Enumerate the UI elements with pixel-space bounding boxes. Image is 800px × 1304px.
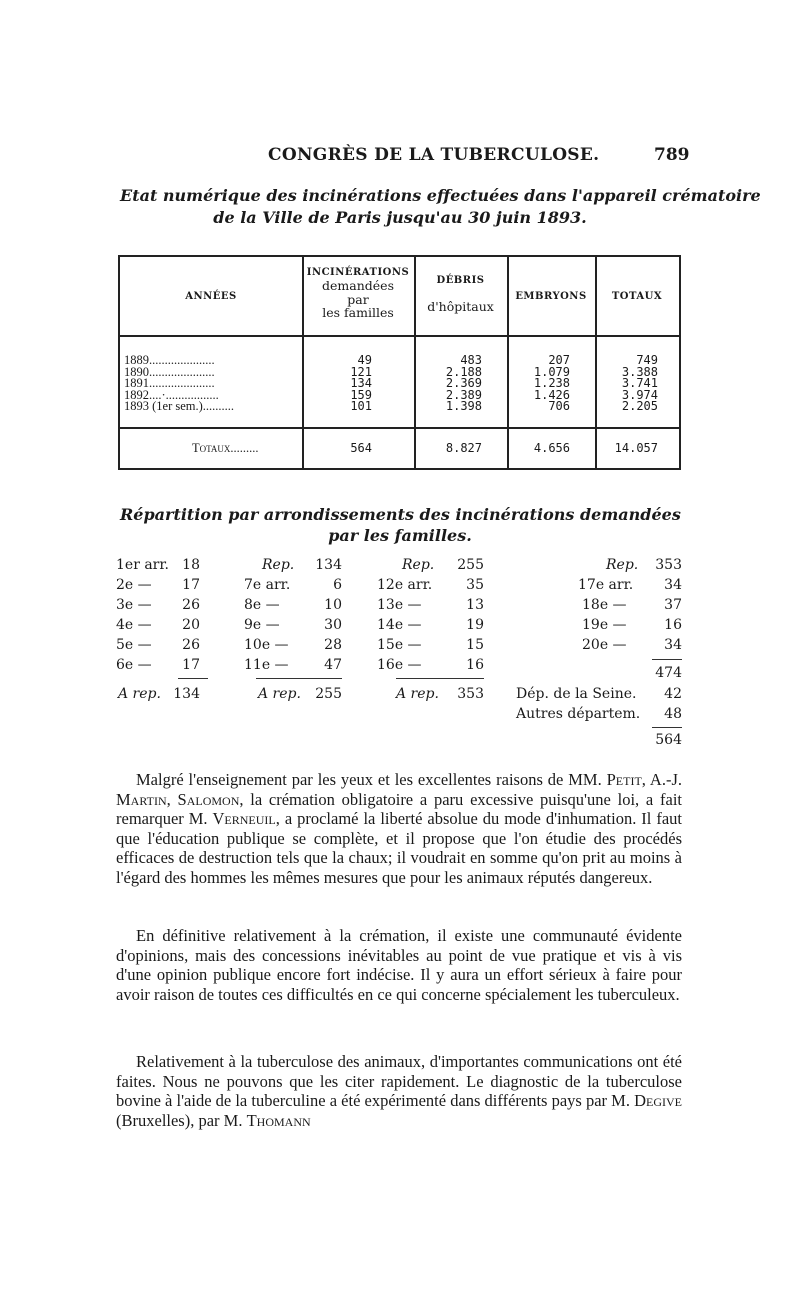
arr-label: 2e — [116,577,152,593]
carry-label: A rep. [258,686,301,702]
report-value: 255 [457,557,484,573]
row-incin: 49 [357,353,372,367]
arr-value: 28 [324,637,342,653]
arr-label: 9e — [244,617,280,633]
arr-value: 34 [664,577,682,593]
arr-label: 13e — [377,597,422,613]
arr-label: 6e — [116,657,152,673]
header-incin-line2: par [347,292,369,307]
running-head: CONGRÈS DE LA TUBERCULOSE. [268,145,600,165]
row-totaux: 749 [636,353,658,367]
arr-value: 17 [182,657,200,673]
header-embryons: EMBRYONS [515,291,587,302]
arr-value: 34 [664,637,682,653]
row-debris: 483 [460,353,482,367]
arr-value: 37 [664,597,682,613]
header-incin-line3: les familles [322,305,394,320]
report-value: 353 [655,557,682,573]
page-number: 789 [654,145,690,165]
arr-label: 7e arr. [244,577,291,593]
carry-label: A rep. [118,686,161,702]
row-embryons: 1.238 [533,376,570,390]
row-embryons: 1.426 [533,387,570,402]
arr-label: 16e — [377,657,422,673]
row-totaux: 3.741 [621,376,658,390]
row-debris: 2.188 [445,364,482,379]
total-totaux: 14.057 [614,441,658,455]
author-name: Martin [116,789,167,809]
header-annees: ANNÉES [185,291,237,302]
header-incin-line1: demandées [322,278,394,293]
arr-label: 17e arr. [578,577,634,593]
arr-value: 16 [664,617,682,633]
table1-title-line1: Etat numérique des incinérations effectuées dans l'appareil crématoire [120,186,761,205]
report-label: Rep. [262,557,295,573]
arr-label: 20e — [582,637,627,653]
row-debris: 1.398 [445,399,482,413]
subtotal-value: 474 [655,665,682,681]
arr-label: 10e — [244,637,289,653]
seine-label: Dép. de la Seine. [516,686,637,702]
report-label: Rep. [606,557,639,573]
author-name: Degive [634,1091,682,1110]
autres-value: 48 [664,706,682,722]
arr-value: 30 [324,617,342,633]
carry-value: 353 [457,686,484,702]
report-value: 134 [315,557,342,573]
arr-value: 6 [333,577,342,593]
row-incin: 101 [350,399,372,413]
arr-value: 26 [182,637,200,653]
row-incin: 159 [350,387,372,402]
arr-label: 5e — [116,637,152,653]
row-incin: 134 [350,376,372,390]
carry-value: 134 [173,686,200,702]
arr-value: 10 [324,597,342,613]
arr-label: 11e — [244,657,289,673]
carry-label: A rep. [396,686,439,702]
row-embryons: 1.079 [533,364,570,379]
paragraph-1: Malgré l'enseignement par les yeux et les excellentes raisons de MM. Petit, A.-J. Martin, Salomon, la crémation obligatoire a paru excessive puisqu'une loi, a fait remarquer M. Verneuil, a proclamé la liberté absolue du mode d'inhumation. Il faut que l'éducation publique se complète, et il propose que l'on étudie des procédés efficaces de destruction tels que la chaux; il voudrait en somme qu'on prit au moins à l'égard des hommes les mêmes mesures que pour les animaux réputés dangereux. [116,770,682,887]
row-debris: 2.389 [445,387,482,402]
row-embryons: 706 [548,399,570,413]
arr-value: 35 [466,577,484,593]
row-year: 1889..................... [124,353,215,367]
arr-value: 47 [324,657,342,673]
row-totaux: 3.974 [621,387,658,402]
carry-value: 255 [315,686,342,702]
total-label: Totaux......... [192,441,259,455]
row-totaux: 3.388 [621,364,658,379]
author-name: Verneuil [212,809,276,828]
table1-title-line2: de la Ville de Paris jusqu'au 30 juin 1893. [213,208,587,227]
row-incin: 121 [350,364,372,379]
arr-value: 17 [182,577,200,593]
row-embryons: 207 [548,353,570,367]
report-label: Rep. [402,557,435,573]
arr-value: 26 [182,597,200,613]
row-year: 1893 (1er sem.).......... [124,399,235,413]
author-name: Salomon [177,789,240,809]
row-year: 1892....·................. [124,387,219,402]
row-debris: 2.369 [445,376,482,390]
arr-label: 3e — [116,597,152,613]
author-name: Thomann [246,1110,311,1130]
arr-label: 19e — [582,617,627,633]
header-debris: DÉBRIS [436,275,485,286]
total-embryons: 4.656 [533,441,570,455]
row-year: 1890..................... [124,364,215,379]
header-incinerations: INCINÉRATIONS [306,267,410,278]
paragraph-3: Relativement à la tuberculose des animaux, d'importantes communications ont été faites. Nous ne pouvons que les citer rapidement. Le diagnostic de la tuberculose bovine à l'aide de la tuberculine a été expérimenté dans différents pays par M. Degive (Bruxelles), par M. Thomann [116,1052,682,1130]
autres-label: Autres départem. [516,706,641,722]
incineration-table [118,255,681,470]
arr-label: 18e — [582,597,627,613]
header-totaux: TOTAUX [611,291,663,302]
paragraph-2: En définitive relativement à la crémation, il existe une communauté évidente d'opinions, mais des concessions inévitables au point de vue pratique et vis à vis d'une opinion publique encore fort indécise. Il y aura un effort sérieux à faire pour avoir raison de toutes ces difficultés en ce qui concerne spécialement les tuberculeux. [116,926,682,1004]
row-year: 1891..................... [124,376,215,390]
arr-value: 13 [466,597,484,613]
table2-title-line2: par les familles. [328,526,472,545]
seine-value: 42 [664,686,682,702]
arr-value: 19 [466,617,484,633]
arr-label: 14e — [377,617,422,633]
header-debris-sub: d'hôpitaux [427,299,494,314]
arr-label: 12e arr. [377,577,433,593]
arr-label: 1er arr. [116,557,169,573]
total-debris: 8.827 [445,441,482,455]
row-totaux: 2.205 [621,399,658,413]
grand-total-value: 564 [655,732,682,748]
arr-value: 15 [466,637,484,653]
arr-label: 8e — [244,597,280,613]
arr-label: 15e — [377,637,422,653]
arr-label: 4e — [116,617,152,633]
arr-value: 16 [466,657,484,673]
total-incin: 564 [350,441,372,455]
arr-value: 18 [182,557,200,573]
table2-title-line1: Répartition par arrondissements des incinérations demandées [120,505,681,524]
author-name: Petit [606,770,642,789]
arr-value: 20 [182,617,200,633]
